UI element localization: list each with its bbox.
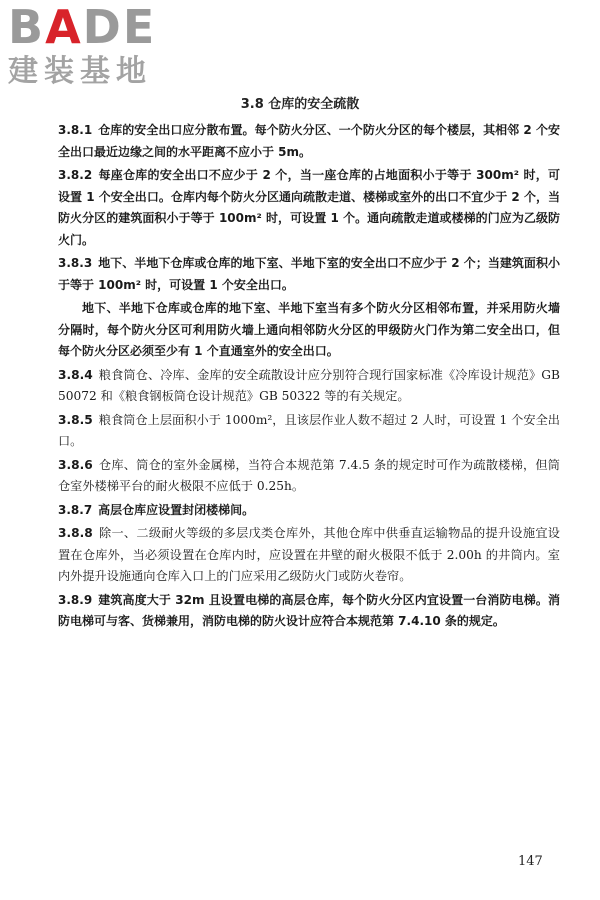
logo-wordmark <box>8 0 178 54</box>
logo-letters-suffix: DE <box>82 0 157 54</box>
clause-number: 3.8.8 <box>58 526 93 540</box>
clause-text: 仓库的安全出口应分散布置。每个防火分区、一个防火分区的每个楼层，其相邻 2 个安全出口最近边缘之间的水平距离不应小于 5m。 <box>58 123 560 159</box>
clause-3-8-8 <box>58 523 560 588</box>
logo-letter-accent: A <box>45 0 83 54</box>
clause-number: 3.8.2 <box>58 168 93 182</box>
page-number: 147 <box>518 854 543 869</box>
clause-text: 高层仓库应设置封闭楼梯间。 <box>98 502 255 517</box>
clause-text: 地下、半地下仓库或仓库的地下室、半地下室的安全出口不应少于 2 个；当建筑面积小于等于 100m² 时，可设置 1 个安全出口。 <box>58 256 560 292</box>
clause-3-8-2 <box>58 165 560 251</box>
logo-letters-prefix: B <box>8 0 46 54</box>
bade-logo <box>8 0 178 96</box>
clause-number: 3.8.5 <box>58 412 93 427</box>
clause-3-8-9 <box>58 590 560 633</box>
clause-3-8-6 <box>58 455 560 498</box>
clause-3-8-3-continuation <box>58 298 560 363</box>
clause-list <box>58 120 560 635</box>
clause-number: 3.8.7 <box>58 502 93 517</box>
clause-text: 粮食筒仓上层面积小于 1000m²，且该层作业人数不超过 2 人时，可设置 1 个安全出口。 <box>58 412 560 448</box>
clause-number: 3.8.6 <box>58 457 93 472</box>
clause-text: 建筑高度大于 32m 且设置电梯的高层仓库，每个防火分区内宜设置一台消防电梯。消防电梯可与客、货梯兼用，消防电梯的防火设计应符合本规范第 7.4.10 条的规定。 <box>58 592 560 628</box>
clause-number: 3.8.4 <box>58 367 93 382</box>
clause-text: 地下、半地下仓库或仓库的地下室、半地下室当有多个防火分区相邻布置，并采用防火墙分隔时，每个防火分区可利用防火墙上通向相邻防火分区的甲级防火门作为第二安全出口，但每个防火分区必须至少有 1 个直通室外的安全出口。 <box>58 301 560 358</box>
clause-number: 3.8.1 <box>58 123 93 137</box>
clause-3-8-3 <box>58 253 560 296</box>
clause-3-8-1 <box>58 120 560 163</box>
clause-text: 除一、二级耐火等级的多层戊类仓库外，其他仓库中供垂直运输物品的提升设施宜设置在仓库外，当必须设置在仓库内时，应设置在井壁的耐火极限不低于 2.00h 的井筒内。室内外提升设施通向仓库入口上的门应采用乙级防火门或防火卷帘。 <box>58 526 560 583</box>
clause-text: 每座仓库的安全出口不应少于 2 个，当一座仓库的占地面积小于等于 300m² 时，可设置 1 个安全出口。仓库内每个防火分区通向疏散走道、楼梯或室外的出口不宜少于 2 个，当防火分区的建筑面积小于等于 100m² 时，可设置 1 个。通向疏散走道或楼梯的门应为乙级防火门。 <box>58 168 560 247</box>
clause-number: 3.8.9 <box>58 592 93 607</box>
clause-3-8-5 <box>58 410 560 453</box>
clause-text: 粮食筒仓、冷库、金库的安全疏散设计应分别符合现行国家标准《冷库设计规范》GB 50072 和《粮食钢板筒仓设计规范》GB 50322 等的有关规定。 <box>58 367 560 403</box>
clause-3-8-7 <box>58 500 560 522</box>
clause-text: 仓库、筒仓的室外金属梯，当符合本规范第 7.4.5 条的规定时可作为疏散楼梯，但筒仓室外楼梯平台的耐火极限不应低于 0.25h。 <box>58 457 560 493</box>
logo-subtitle: 建装基地 <box>8 54 152 89</box>
clause-number: 3.8.3 <box>58 256 93 270</box>
clause-3-8-4 <box>58 365 560 408</box>
section-title: 3.8 仓库的安全疏散 <box>240 97 360 112</box>
